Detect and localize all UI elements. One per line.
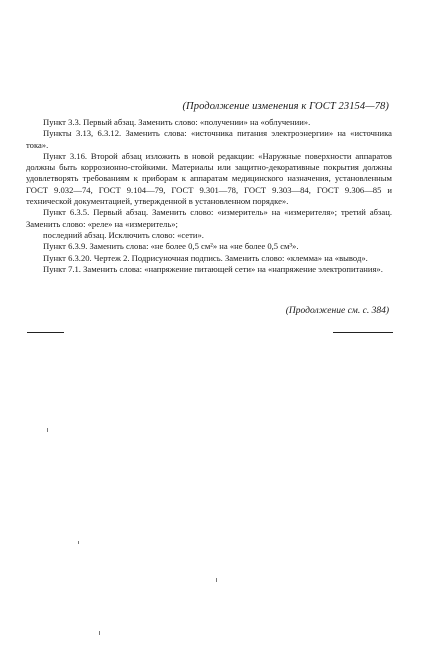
scan-speck bbox=[99, 631, 100, 635]
continuation-header: (Продолжение изменения к ГОСТ 23154—78) bbox=[182, 101, 389, 112]
scan-speck bbox=[47, 428, 48, 432]
scan-speck bbox=[216, 578, 217, 582]
footer-rule-left bbox=[27, 332, 64, 333]
continued-note: (Продолжение см. с. 384) bbox=[285, 306, 389, 316]
paragraph-6-3-20: Пункт 6.3.20. Чертеж 2. Подрисуночная подпись. Заменить слово: «клемма» на «вывод». bbox=[43, 252, 368, 263]
paragraph-6-3-5-last: последний абзац. Исключить слово: «сети». bbox=[43, 229, 204, 240]
amendment-text bbox=[26, 117, 392, 275]
paragraph-3-16: Пункт 3.16. Второй абзац изложить в новой редакции: «Наружные поверхности аппаратов должны быть коррозионно-стойкими. Материалы или защитно-декоративные покрытия должны удовлетворять требованиям к приборам к аппаратам медицинского назначения, установленным ГОСТ 9.032—74, ГОСТ 9.104—79, ГОСТ 9.301—78, ГОСТ 9.303—84, ГОСТ 9.306—85 и технической документацией, утвержденной в установленном порядке». bbox=[26, 150, 392, 207]
paragraph-3-13: Пункты 3.13, 6.3.12. Заменить слова: «источника питания электроэнергии» на «источника тока». bbox=[26, 128, 392, 150]
scan-speck bbox=[78, 541, 79, 544]
paragraph-6-3-5: Пункт 6.3.5. Первый абзац. Заменить слово: «измеритель» на «измерителя»; третий абзац. Заменить слово: «реле» на «измеритель»; bbox=[26, 207, 392, 229]
footer-rule-right bbox=[333, 332, 393, 333]
paragraph-6-3-9: Пункт 6.3.9. Заменить слова: «не более 0,5 см²» на «не более 0,5 см³». bbox=[43, 241, 299, 252]
paragraph-3-3: Пункт 3.3. Первый абзац. Заменить слово: «получении» на «облучении». bbox=[43, 117, 311, 127]
paragraph-7-1: Пункт 7.1. Заменить слова: «напряжение питающей сети» на «напряжение электропитания». bbox=[43, 263, 383, 274]
